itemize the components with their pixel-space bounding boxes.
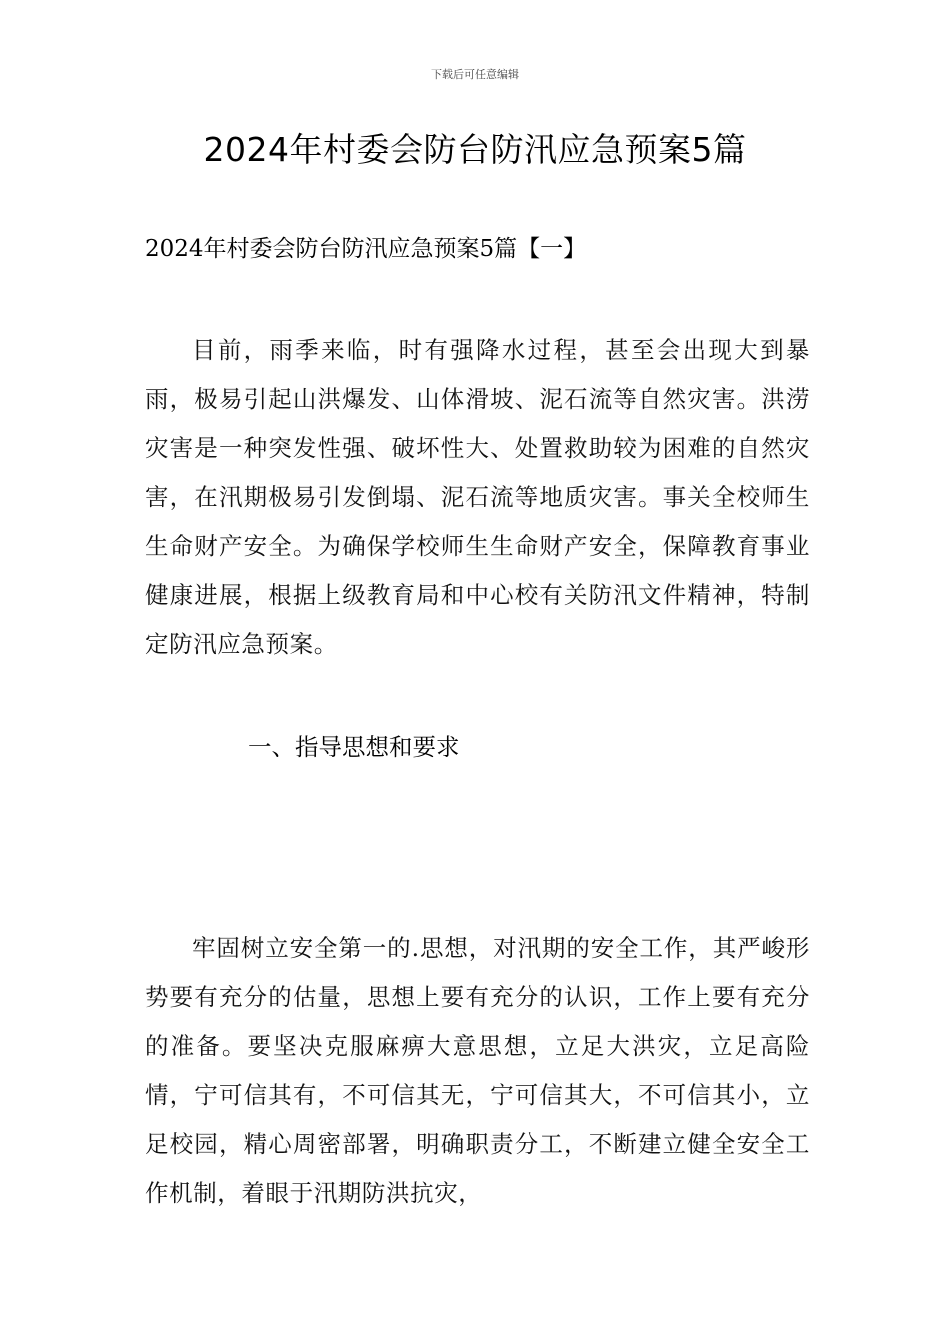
document-title: 2024年村委会防台防汛应急预案5篇 (203, 130, 747, 169)
header-note: 下载后可任意编辑 (431, 68, 519, 81)
section-heading: 2024年村委会防台防汛应急预案5篇【一】 (145, 236, 587, 262)
subheading-guiding-ideology: 一、指导思想和要求 (248, 733, 460, 761)
body-paragraph-1: 目前，雨季来临，时有强降水过程，甚至会出现大到暴雨，极易引起山洪爆发、山体滑坡、泥石流等自然灾害。洪涝灾害是一种突发性强、破坏性大、处置救助较为困难的自然灾害，在汛期极易引发倒塌、泥石流等地质灾害。事关全校师生生命财产安全。为确保学校师生生命财产安全，保障教育事业健康进展，根据上级教育局和中心校有关防汛文件精神，特制定防汛应急预案。 (145, 336, 810, 658)
body-paragraph-2: 牢固树立安全第一的.思想，对汛期的安全工作，其严峻形势要有充分的估量，思想上要有充分的认识，工作上要有充分的准备。要坚决克服麻痹大意思想，立足大洪灾，立足高险情，宁可信其有，不可信其无，宁可信其大，不可信其小，立足校园，精心周密部署，明确职责分工，不断建立健全安全工作机制，着眼于汛期防洪抗灾， (145, 934, 810, 1207)
